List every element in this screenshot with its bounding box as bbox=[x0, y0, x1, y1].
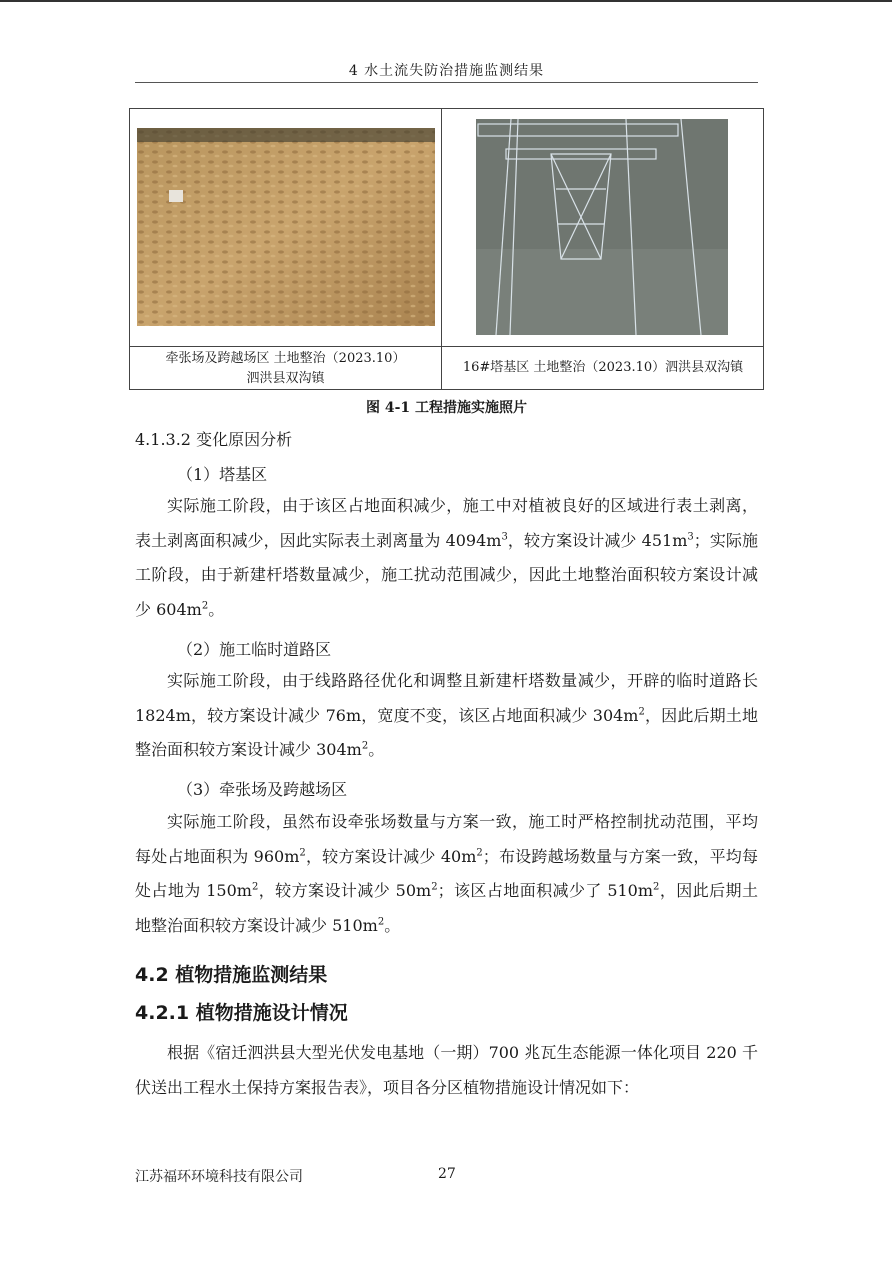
item3-paragraph: 实际施工阶段，虽然布设牵张场数量与方案一致，施工时严格控制扰动范围，平均每处占地面积为 $960m^2$，较方案设计减少 $40m^2$；布设跨越场数量与方案一致，平均每处占地为 $150m^2$，较方案设计减少 $50m^2$；该区占地面积减少了 $510m^2$，因此后期土地整治面积较方案设计减少 $510m^2$。 bbox=[135, 812, 758, 935]
figure-title: 图 4-1 工程措施实施照片 bbox=[365, 400, 528, 416]
section-heading-421: 4.2.1 植物措施设计情况 bbox=[135, 1002, 348, 1024]
header-rule bbox=[135, 82, 758, 83]
photo-tower-aerial bbox=[476, 119, 728, 335]
table-divider-vertical bbox=[441, 108, 442, 390]
top-border-line bbox=[0, 0, 892, 2]
item1-label: （1）塔基区 bbox=[177, 465, 268, 484]
item2-paragraph: 实际施工阶段，由于线路路径优化和调整且新建杆塔数量减少，开辟的临时道路长 1824m，较方案设计减少 76m，宽度不变，该区占地面积减少 $304m^2$，因此后期土地整治面积较方案设计减少 $304m^2$。 bbox=[135, 671, 758, 759]
photo-land-leveling-soil bbox=[137, 128, 435, 326]
item3-label: （3）牵张场及跨越场区 bbox=[177, 780, 348, 799]
photo-caption-left bbox=[130, 349, 441, 389]
table-divider-horizontal bbox=[129, 346, 764, 347]
footer-page-number: 27 bbox=[438, 1166, 456, 1182]
section-421-paragraph: 根据《宿迁泗洪县大型光伏发电基地（一期）700 兆瓦生态能源一体化项目 220 千伏送出工程水土保持方案报告表》，项目各分区植物措施设计情况如下： bbox=[135, 1043, 758, 1097]
section-heading-42: 4.2 植物措施监测结果 bbox=[135, 964, 328, 986]
item1-paragraph: 实际施工阶段，由于该区占地面积减少，施工中对植被良好的区域进行表土剥离，表土剥离面积减少，因此实际表土剥离量为 $4094m^3$，较方案设计减少 $451m^3$；实际施工阶段，由于新建杆塔数量减少，施工扰动范围减少，因此土地整治面积较方案设计减少 $604m^2$。 bbox=[135, 496, 758, 619]
footer-company: 江苏福环环境科技有限公司 bbox=[135, 1169, 303, 1185]
caption-left-line1: 牵张场及跨越场区 土地整治（2023.10） bbox=[165, 351, 406, 366]
item2-label: （2）施工临时道路区 bbox=[177, 640, 332, 659]
photo-caption-right: 16#塔基区 土地整治（2023.10）泗洪县双沟镇 bbox=[462, 360, 744, 375]
section-heading-4132: 4.1.3.2 变化原因分析 bbox=[135, 430, 293, 449]
page-header: 4 水土流失防治措施监测结果 bbox=[348, 63, 545, 79]
caption-left-line2: 泗洪县双沟镇 bbox=[246, 371, 325, 386]
